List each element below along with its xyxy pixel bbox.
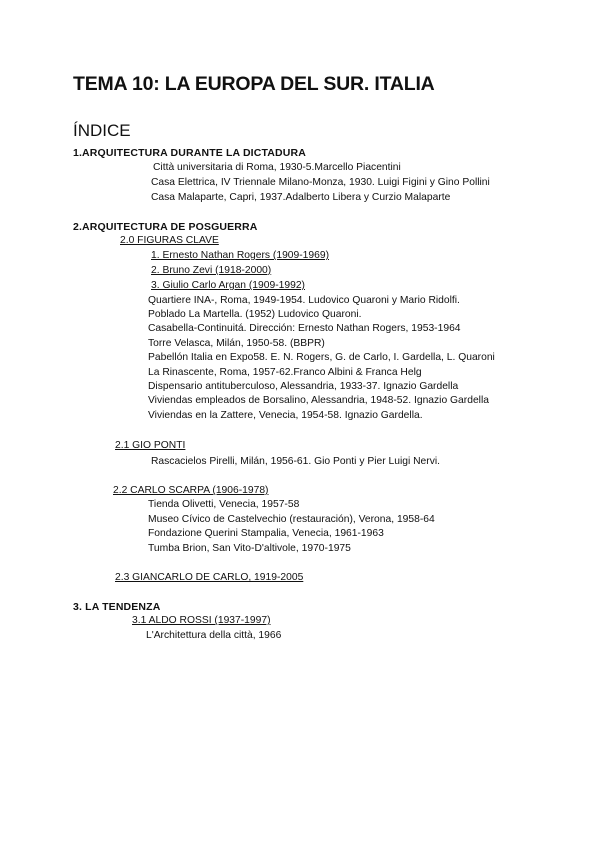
page-title: TEMA 10: LA EUROPA DEL SUR. ITALIA — [73, 73, 435, 95]
list-item: Poblado La Martella. (1952) Ludovico Quaroni. — [148, 309, 362, 320]
list-item: Rascacielos Pirelli, Milán, 1956-61. Gio Ponti y Pier Luigi Nervi. — [151, 456, 441, 467]
section-heading: 2.ARQUITECTURA DE POSGUERRA — [73, 221, 258, 233]
subsection-heading-link[interactable]: 2.0 FIGURAS CLAVE — [120, 235, 219, 246]
list-item: Viviendas en la Zattere, Venecia, 1954-58. Ignazio Gardella. — [148, 410, 423, 421]
figure-link[interactable]: 1. Ernesto Nathan Rogers (1909-1969) — [151, 250, 330, 261]
section-heading: 3. LA TENDENZA — [73, 601, 161, 613]
list-item: La Rinascente, Roma, 1957-62.Franco Albini & Franca Helg — [148, 367, 422, 378]
figure-link[interactable]: 2. Bruno Zevi (1918-2000) — [151, 265, 272, 276]
list-item: Museo Cívico de Castelvechio (restauración), Verona, 1958-64 — [148, 514, 435, 525]
subsection-heading-link[interactable]: 3.1 ALDO ROSSI (1937-1997) — [132, 615, 271, 626]
list-item: Torre Velasca, Milán, 1950-58. (BBPR) — [148, 338, 325, 349]
list-item: Città universitaria di Roma, 1930-5.Marcello Piacentini — [153, 162, 401, 173]
index-heading: ÍNDICE — [73, 121, 131, 140]
figure-link[interactable]: 3. Giulio Carlo Argan (1909-1992) — [151, 280, 305, 291]
list-item: Dispensario antituberculoso, Alessandria, 1933-37. Ignazio Gardella — [148, 381, 459, 392]
list-item: Viviendas empleados de Borsalino, Alessandria, 1948-52. Ignazio Gardella — [148, 395, 489, 406]
list-item: Tumba Brion, San Vito-D'altivole, 1970-1975 — [148, 543, 351, 554]
list-item: Fondazione Querini Stampalia, Venecia, 1961-1963 — [148, 528, 384, 539]
list-item: Quartiere INA-, Roma, 1949-1954. Ludovico Quaroni y Mario Ridolfi. — [148, 295, 460, 306]
list-item: Casabella-Continuitá. Dirección: Ernesto Nathan Rogers, 1953-1964 — [148, 323, 461, 334]
subsection-heading-link[interactable]: 2.2 CARLO SCARPA (1906-1978) — [113, 485, 269, 496]
section-heading: 1.ARQUITECTURA DURANTE LA DICTADURA — [73, 147, 306, 159]
list-item: Casa Malaparte, Capri, 1937.Adalberto Libera y Curzio Malaparte — [151, 192, 451, 203]
subsection-heading-link[interactable]: 2.1 GIO PONTI — [115, 440, 186, 451]
list-item: L'Architettura della città, 1966 — [146, 630, 282, 641]
list-item: Casa Elettrica, IV Triennale Milano-Monza, 1930. Luigi Figini y Gino Pollini — [151, 177, 490, 188]
subsection-heading-link[interactable]: 2.3 GIANCARLO DE CARLO, 1919-2005 — [115, 572, 304, 583]
list-item: Tienda Olivetti, Venecia, 1957-58 — [148, 499, 300, 510]
list-item: Pabellón Italia en Expo58. E. N. Rogers, G. de Carlo, I. Gardella, L. Quaroni — [148, 352, 495, 363]
